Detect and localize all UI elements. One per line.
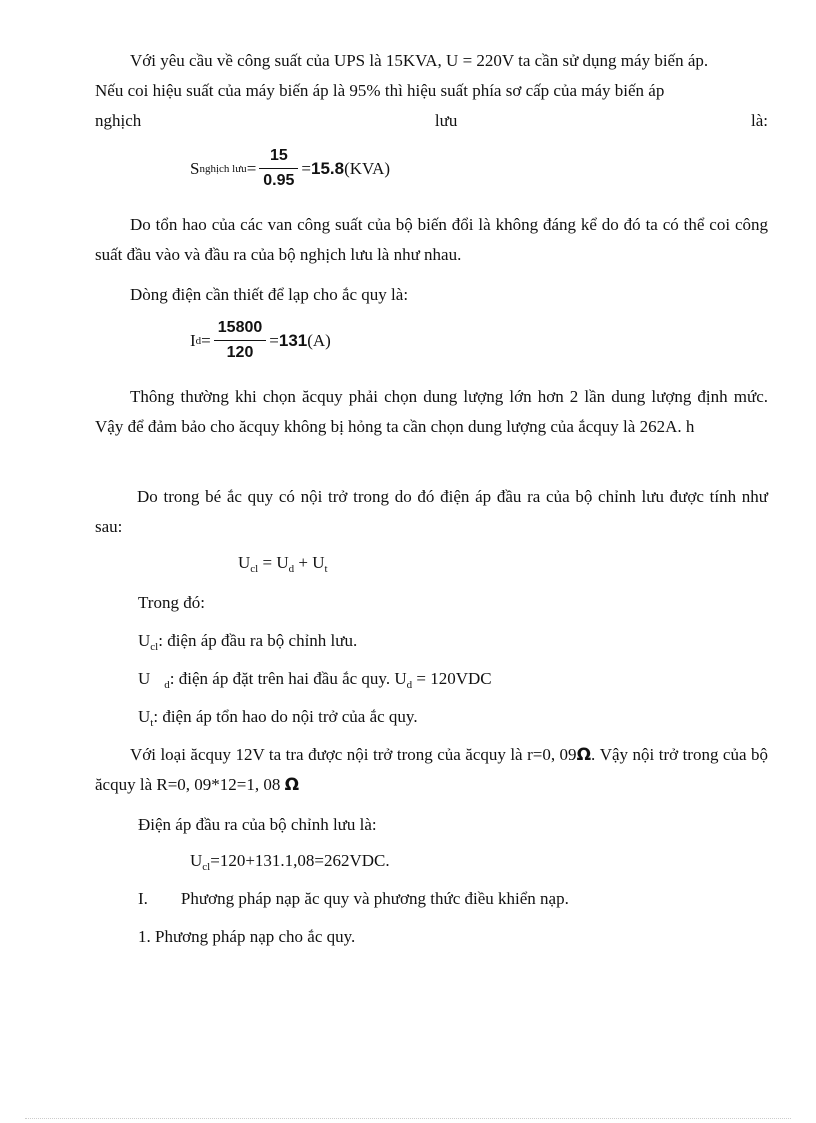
definition-ucl: $U_{cl}$: điện áp đầu ra bộ chỉnh lưu. [138,631,358,653]
word-la: là: [751,111,768,130]
definition-ut: $U_t$: điện áp tổn hao do nội trở của ắc quy. [138,707,418,729]
word-luu: lưu [434,111,458,130]
definition-ud: U $_d$: điện áp đặt trên hai đầu ắc quy. $U_d = 120VDC$ [138,669,492,691]
where-label: Trong đó: [138,593,205,612]
equation-voltage-sum: $U_{cl} = U_d + U_t$ [238,553,328,575]
subsection-heading: 1. Phương pháp nạp cho ắc quy. [138,927,356,946]
ohm-symbol: Ω [284,775,300,795]
para-ups-line3 [95,110,768,132]
equation-current: I d = $\frac{15800}{120}$ = 131 (A) [190,319,331,362]
para-losses: Do tổn hao của các van công suất của bộ biến đổi là không đáng kể do đó ta có thể coi công suất đầu vào và đầu ra của bộ nghịch lưu là như nhau. [95,215,768,264]
word-nghich: nghịch [95,111,142,130]
section-heading: I. Phương pháp nạp ăc quy và phương thức điều khiển nạp. [138,889,569,908]
ohm-symbol: Ω [576,745,592,765]
para-internal-resistance: Do trong bé ắc quy có nội trở trong do đó điện áp đầu ra của bộ chỉnh lưu được tính như sau: [95,487,768,536]
para-capacity: Thông thường khi chọn ăcquy phải chọn dung lượng lớn hơn 2 lần dung lượng định mức. Vậy để đảm bảo cho ăcquy không bị hỏng ta cần chọn dung lượng của ắcquy là 262A. h [95,387,768,436]
equation-power: S nghịch lưu = $\frac{15}{0.95}$ = 15.8 (KVA) [190,147,391,190]
para-current: Dòng điện cần thiết để lạp cho ắc quy là: [130,285,409,304]
para-ups-line1: Với yêu cầu về công suất của UPS là 15KVA, U = 220V ta cần sử dụng máy biến áp. [130,51,709,70]
para-output-voltage: Điện áp đầu ra của bộ chỉnh lưu là: [138,815,377,834]
para-ups-line2: Nếu coi hiệu suất của máy biến áp là 95% thì hiệu suất phía sơ cấp của máy biến áp [95,81,665,100]
fraction: $\frac{15800}{120}$ [214,318,267,363]
equation-output-voltage: $U_{cl}=120+131.1,08=262VDC$. [190,851,390,873]
para-battery-resistance: Với loại ăcquy 12V ta tra được nội trở trong của ăcquy là r=0, 09Ω. Vậy nội trở trong của bộ ăcquy là R=0, 09*12=1, 08 Ω [95,745,769,795]
fraction: $\frac{15}{0.95}$ [259,146,298,191]
page-divider [25,1118,791,1119]
